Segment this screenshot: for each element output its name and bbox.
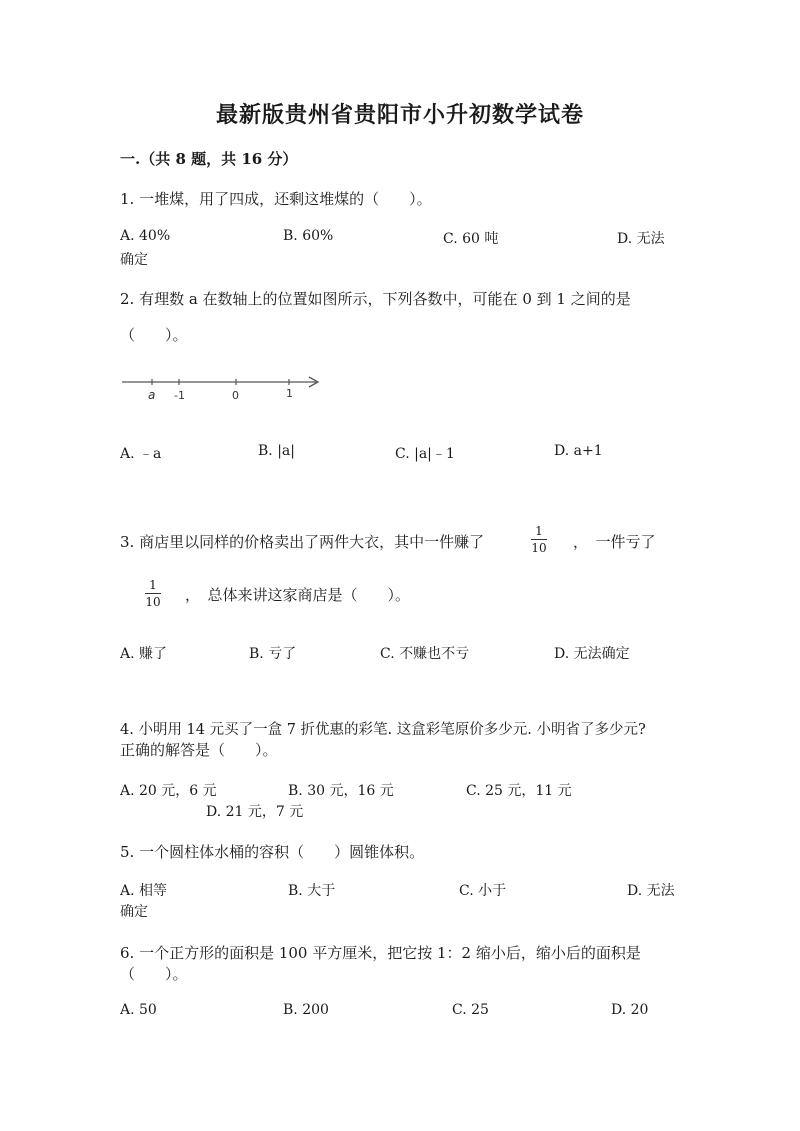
fraction-denominator: 10 bbox=[145, 595, 161, 609]
question-4-stem-line2: 正确的解答是（ ）。 bbox=[120, 741, 278, 759]
question-6-option-b[interactable]: B. 200 bbox=[283, 1002, 329, 1018]
question-3-stem-part2: ， 一件亏了 bbox=[573, 533, 656, 551]
fraction-denominator: 10 bbox=[531, 541, 547, 555]
question-6-stem-line2: （ ）。 bbox=[120, 965, 188, 983]
question-1-stem: 1. 一堆煤，用了四成，还剩这堆煤的（ ）。 bbox=[120, 190, 432, 208]
question-2-option-d[interactable]: D. a+1 bbox=[554, 443, 603, 459]
question-3-option-a[interactable]: A. 赚了 bbox=[120, 646, 168, 662]
question-5-option-c[interactable]: C. 小于 bbox=[459, 883, 507, 899]
question-1-option-d[interactable]: D. 无法 bbox=[617, 231, 665, 247]
fraction-numerator: 1 bbox=[535, 524, 543, 538]
fraction-one-tenth-1 bbox=[531, 524, 547, 555]
question-1-option-d-wrap: 确定 bbox=[120, 252, 148, 268]
question-1-option-a[interactable]: A. 40% bbox=[120, 228, 171, 244]
label-0: 0 bbox=[232, 389, 239, 402]
question-6-option-d[interactable]: D. 20 bbox=[611, 1002, 649, 1018]
fraction-numerator: 1 bbox=[149, 578, 157, 592]
question-6-stem-line1: 6. 一个正方形的面积是 100 平方厘米，把它按 1：2 缩小后，缩小后的面积是 bbox=[120, 944, 641, 962]
question-4-stem-line1: 4. 小明用 14 元买了一盒 7 折优惠的彩笔. 这盒彩笔原价多少元. 小明省了多少元? bbox=[120, 722, 646, 738]
question-2-option-b[interactable]: B. |a| bbox=[258, 443, 295, 459]
fraction-bar bbox=[531, 539, 547, 540]
question-4-option-a[interactable]: A. 20 元，6 元 bbox=[120, 783, 217, 799]
label-minus-1: -1 bbox=[174, 389, 185, 402]
question-6-option-c[interactable]: C. 25 bbox=[452, 1002, 489, 1018]
fraction-bar bbox=[145, 593, 161, 594]
page-title: 最新版贵州省贵阳市小升初数学试卷 bbox=[215, 102, 584, 128]
question-5-stem: 5. 一个圆柱体水桶的容积（ ）圆锥体积。 bbox=[120, 843, 425, 861]
question-3-stem-part3: ， 总体来讲这家商店是（ ）。 bbox=[185, 586, 411, 604]
question-2-stem-line2: （ ）。 bbox=[120, 326, 188, 344]
question-4-option-b[interactable]: B. 30 元，16 元 bbox=[288, 783, 394, 799]
question-5-option-b[interactable]: B. 大于 bbox=[288, 883, 336, 899]
question-3-option-c[interactable]: C. 不赚也不亏 bbox=[380, 646, 470, 662]
question-4-option-c[interactable]: C. 25 元，11 元 bbox=[466, 783, 572, 799]
question-3-stem-part1: 3. 商店里以同样的价格卖出了两件大衣，其中一件赚了 bbox=[120, 533, 485, 551]
question-1-option-c[interactable]: C. 60 吨 bbox=[443, 231, 499, 247]
question-2-option-c[interactable]: C. |a|﹣1 bbox=[395, 446, 455, 462]
question-2-option-a[interactable]: A. ﹣a bbox=[120, 446, 162, 462]
question-3-option-d[interactable]: D. 无法确定 bbox=[554, 646, 630, 662]
question-5-option-d-wrap: 确定 bbox=[120, 904, 148, 920]
label-a: a bbox=[148, 388, 156, 402]
question-1-option-b[interactable]: B. 60% bbox=[283, 228, 334, 244]
question-5-option-d[interactable]: D. 无法 bbox=[627, 883, 675, 899]
question-4-option-d[interactable]: D. 21 元，7 元 bbox=[206, 804, 304, 820]
fraction-one-tenth-2 bbox=[145, 578, 161, 609]
question-5-option-a[interactable]: A. 相等 bbox=[120, 883, 168, 899]
section-heading: 一.（共 8 题，共 16 分） bbox=[120, 150, 298, 168]
question-3-option-b[interactable]: B. 亏了 bbox=[249, 646, 297, 662]
question-6-option-a[interactable]: A. 50 bbox=[120, 1002, 157, 1018]
question-2-stem-line1: 2. 有理数 a 在数轴上的位置如图所示，下列各数中，可能在 0 到 1 之间的是 bbox=[120, 290, 631, 308]
number-line-figure bbox=[118, 370, 328, 404]
label-1: 1 bbox=[286, 387, 293, 400]
